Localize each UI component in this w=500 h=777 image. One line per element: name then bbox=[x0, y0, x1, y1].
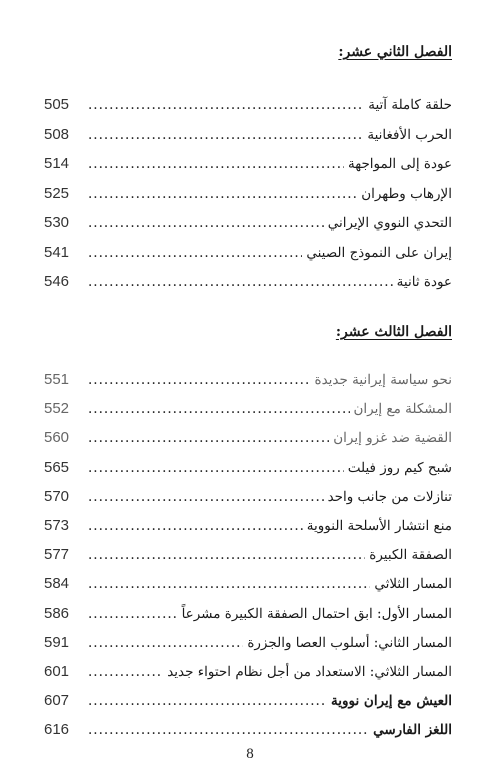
dot-leader bbox=[88, 664, 163, 680]
toc-entry bbox=[44, 459, 452, 488]
dot-leader bbox=[88, 722, 369, 738]
toc-entry bbox=[44, 273, 452, 303]
toc-entry bbox=[44, 96, 452, 126]
entry-page: 552 bbox=[44, 400, 70, 418]
entry-title: المسار الثلاثي bbox=[374, 576, 452, 593]
entry-page: 525 bbox=[44, 184, 70, 202]
entry-title: المسار الثلاثي: الاستعداد من أجل نظام احتواء جديد bbox=[167, 663, 452, 680]
chapter-12-heading: الفصل الثاني عشر: bbox=[338, 44, 452, 60]
entry-page: 565 bbox=[44, 458, 70, 476]
entry-page: 508 bbox=[44, 125, 70, 143]
dot-leader bbox=[88, 606, 178, 622]
toc-entry bbox=[44, 126, 452, 156]
dot-leader bbox=[88, 372, 311, 388]
dot-leader bbox=[88, 635, 243, 651]
entry-title: الإرهاب وطهران bbox=[361, 185, 452, 202]
entry-title: القضية ضد غزو إيران bbox=[333, 430, 452, 447]
entry-page: 546 bbox=[44, 273, 70, 290]
entry-title: عودة ثانية bbox=[396, 274, 452, 290]
entry-page: 586 bbox=[44, 604, 70, 622]
toc-entry bbox=[44, 214, 452, 244]
dot-leader bbox=[88, 156, 344, 172]
toc-entry bbox=[44, 488, 452, 517]
toc-entry bbox=[44, 692, 452, 721]
toc-entry bbox=[44, 634, 452, 663]
entry-title: الصفقة الكبيرة bbox=[369, 547, 452, 564]
dot-leader bbox=[88, 245, 302, 261]
entry-title: شبح كيم روز فيلت bbox=[347, 459, 452, 476]
chapter-13-toc bbox=[44, 371, 452, 750]
entry-title: تنازلات من جانب واحد bbox=[327, 488, 452, 505]
entry-page: 505 bbox=[44, 96, 70, 113]
entry-page: 514 bbox=[44, 155, 70, 172]
toc-entry bbox=[44, 400, 452, 429]
entry-title: عودة إلى المواجهة bbox=[347, 156, 452, 172]
entry-title: الحرب الأفغانية bbox=[367, 126, 452, 143]
entry-title: منع انتشار الأسلحة النووية bbox=[306, 517, 452, 534]
toc-entry bbox=[44, 605, 452, 634]
entry-page: 573 bbox=[44, 516, 70, 534]
chapter-13-heading: الفصل الثالث عشر: bbox=[335, 324, 452, 340]
entry-page: 570 bbox=[44, 487, 70, 505]
toc-entry bbox=[44, 185, 452, 215]
toc-entry bbox=[44, 429, 452, 458]
entry-title: المسار الأول: ابق احتمال الصفقة الكبيرة مشرعاً bbox=[181, 605, 452, 622]
dot-leader bbox=[88, 215, 324, 231]
entry-title: المشكلة مع إيران bbox=[353, 401, 452, 418]
entry-page: 530 bbox=[44, 214, 70, 231]
dot-leader bbox=[88, 430, 329, 446]
entry-title: إيران على النموذج الصيني bbox=[306, 244, 452, 261]
dot-leader bbox=[88, 274, 393, 290]
entry-title: المسار الثاني: أسلوب العصا والجزرة bbox=[247, 634, 452, 651]
entry-page: 591 bbox=[44, 633, 70, 651]
entry-title: اللغز الفارسي bbox=[373, 722, 452, 739]
entry-title: التحدي النووي الإيراني bbox=[327, 215, 452, 231]
chapter-12-toc bbox=[44, 96, 452, 303]
page-number: 8 bbox=[246, 746, 254, 762]
toc-entry bbox=[44, 155, 452, 185]
entry-page: 584 bbox=[44, 575, 70, 593]
toc-entry bbox=[44, 371, 452, 400]
entry-page: 551 bbox=[44, 371, 70, 388]
toc-entry bbox=[44, 575, 452, 604]
dot-leader bbox=[88, 401, 350, 417]
dot-leader bbox=[88, 460, 344, 476]
dot-leader bbox=[88, 518, 303, 534]
dot-leader bbox=[88, 489, 324, 505]
toc-entry bbox=[44, 244, 452, 274]
entry-title: حلقة كاملة آتية bbox=[368, 97, 452, 113]
dot-leader bbox=[88, 186, 357, 202]
dot-leader bbox=[88, 576, 370, 592]
toc-entry bbox=[44, 663, 452, 692]
toc-entry bbox=[44, 546, 452, 575]
entry-title: نحو سياسة إيرانية جديدة bbox=[314, 372, 452, 388]
dot-leader bbox=[88, 693, 327, 709]
entry-page: 541 bbox=[44, 243, 70, 261]
dot-leader bbox=[88, 127, 363, 143]
entry-page: 560 bbox=[44, 429, 70, 447]
entry-page: 607 bbox=[44, 692, 70, 710]
dot-leader bbox=[88, 547, 365, 563]
entry-page: 601 bbox=[44, 662, 70, 680]
dot-leader bbox=[88, 97, 364, 113]
entry-title: العيش مع إيران نووية bbox=[330, 693, 452, 710]
entry-page: 616 bbox=[44, 721, 70, 739]
toc-entry bbox=[44, 517, 452, 546]
entry-page: 577 bbox=[44, 546, 70, 564]
